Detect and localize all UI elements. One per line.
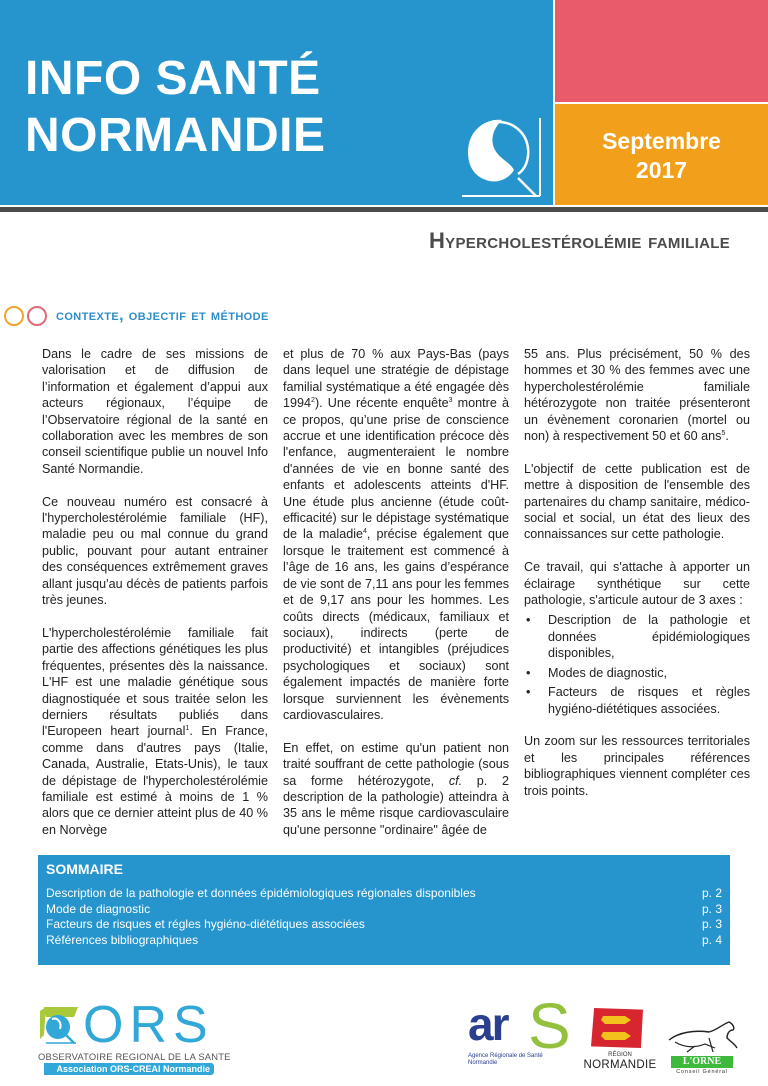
ors-association: Association ORS-CREAI Normandie	[44, 1063, 214, 1075]
paragraph: Ce nouveau numéro est consacré à l'hypercholestérolémie familiale (HF), maladie peu ou mal connue du grand public, pouvant pour autant entrainer des conséquences extrêmement graves allant jusqu'au décès de patients parfois très jeunes.	[42, 494, 268, 608]
ars-subtitle	[468, 1053, 543, 1067]
paragraph: Un zoom sur les ressources territoriales et les principales références bibliographiques viennent compléter ces trois points.	[524, 734, 750, 798]
paragraph-text: . En France, comme dans d'autres pays (Italie, Canada, Australie, Etats-Unis), le taux de dépistage de l'hypercholestérolémie familiale est estimé à moins de 1 % alors que ce dernier atteint plus de 40 % en Norvège	[42, 724, 268, 837]
lions-icon	[591, 1008, 643, 1048]
paragraph: L'objectif de cette publication est de mettre à disposition de l'ensemble des partenaires du champ sanitaire, médico-social et social, un état des lieux des connaissances sur cette pathologie.	[524, 461, 750, 542]
issue-date	[555, 127, 768, 185]
paragraph-text: et plus de 70 % aux Pays-Bas (pays dans lequel une stratégie de dépistage familial systématique a été engagée dès 1994	[283, 347, 509, 411]
orange-circle-icon	[4, 306, 24, 326]
orne-name: L'ORNE	[671, 1056, 733, 1068]
toc-item[interactable]	[46, 886, 722, 902]
footnote-ref: 4	[363, 528, 367, 536]
issue-year: 2017	[635, 157, 688, 183]
toc-item-page: p. 4	[701, 932, 722, 947]
orne-subtitle: Conseil Général	[676, 1069, 728, 1075]
ors-magnifier-icon	[38, 1005, 80, 1045]
toc-item-label: Description de la pathologie et données épidémiologiques régionales disponibles	[46, 886, 476, 900]
paragraph	[42, 625, 268, 838]
issue-topic-title: Hypercholestérolémie familiale	[428, 228, 730, 253]
horse-icon	[665, 1018, 740, 1054]
normandy-flag-icon	[591, 1008, 643, 1048]
publication-title	[25, 50, 326, 164]
text-column-2	[283, 346, 509, 855]
ars-s-mark: S	[528, 990, 571, 1062]
paragraph-text: ). Une récente enquête	[314, 396, 449, 411]
ors-wordmark: ORS	[83, 996, 214, 1054]
region-normandie-logo	[585, 1008, 655, 1076]
pink-circle-icon	[27, 306, 47, 326]
footnote-ref: 2	[311, 397, 315, 405]
ors-logo	[38, 996, 231, 1077]
title-line-1: INFO SANTÉ	[25, 52, 321, 105]
paragraph-text: .	[725, 429, 729, 444]
toc-item[interactable]	[46, 902, 722, 918]
paragraph-text: En effet, on estime qu'un patient non traité souffrant de cette pathologie (sous sa forme hétérozygote,	[283, 740, 509, 788]
section-heading	[4, 306, 269, 326]
list-item: • Modes de diagnostic,	[524, 665, 750, 681]
ors-subtitle: OBSERVATOIRE REGIONAL DE LA SANTE	[38, 1051, 231, 1062]
toc-item-page: p. 3	[701, 917, 722, 932]
toc-item-page: p. 2	[701, 886, 722, 900]
paragraph	[283, 346, 509, 723]
paragraph: Dans le cadre de ses missions de valorisation et de diffusion de l’information et également d’appui aux acteurs régionaux, l’équipe de l’Observatoire régional de la santé en collaboration avec les membres de son conseil scientifique publie un nouvel Info Santé Normandie.	[42, 347, 268, 476]
header-divider	[0, 207, 768, 212]
toc-item-label: Mode de diagnostic	[46, 901, 151, 916]
ars-subtitle-line: Normandie	[468, 1060, 498, 1066]
region-name: NORMANDIE	[583, 1059, 657, 1071]
orne-logo	[665, 1018, 740, 1078]
ars-logo	[468, 990, 573, 1073]
list-item: • Facteurs de risques et règles hygiéno-diététiques associées.	[524, 684, 750, 717]
toc-item-page: p. 3	[701, 901, 722, 916]
list-item: • Description de la pathologie et données épidémiologiques disponibles,	[524, 612, 750, 661]
toc-item-label: Références bibliographiques	[46, 932, 199, 947]
ars-wordmark: ar	[468, 998, 508, 1050]
paragraph	[283, 740, 509, 838]
paragraph-text: L'hypercholestérolémie familiale fait partie des affections génétiques les plus fréquentes, présentes dès la naissance. L'HF est une maladie génétique sous diagnostiquée et sous traitée selon les derniers résultats publiés dans l'Europeen heart journal	[42, 625, 268, 739]
paragraph-text: p. 2 description de la pathologie) atteindra à 35 ans le même risque cardiovasculaire qu'une personne "ordinaire" âgée de	[283, 773, 509, 837]
issue-month: Septembre	[602, 128, 721, 154]
toc-item[interactable]	[46, 917, 722, 933]
title-line-2: NORMANDIE	[25, 109, 326, 162]
table-of-contents	[38, 855, 730, 965]
paragraph: Ce travail, qui s'attache à apporter un éclairage synthétique sur cette pathologie, s'articule autour de 3 axes :	[524, 560, 750, 608]
paragraph-text: , précise également que lorsque le traitement est commencé à l’âge de 16 ans, les gains d’espérance de vie sont de 7,11 ans pour les femmes et de 9,17 ans pour les hommes. Les coûts directs (médicaux, familiaux et sociaux), indirects (perte de productivité) et intangibles (préjudices psychologiques et sociaux) sont également impactés de manière forte lorsque surviennent les évènements cardiovasculaires.	[283, 527, 509, 722]
toc-item-label: Facteurs de risques et régles hygiéno-diététiques associées	[46, 917, 365, 932]
header-accent-pink	[555, 0, 768, 102]
axes-list	[524, 612, 750, 716]
footnote-ref: 5	[721, 429, 726, 437]
text-column-1	[42, 346, 268, 855]
ars-subtitle-line: Agence Régionale de Santé	[468, 1053, 543, 1059]
region-label: RÉGION	[608, 1052, 632, 1058]
toc-item[interactable]	[46, 933, 722, 949]
paragraph-text: 55 ans. Plus précisément, 50 % des hommes et 30 % des femmes avec une hypercholestérolémie familiale hétérozygote non traitée présenteront un évènement coronarien (mortel ou non) à respectivement 50 et 60 ans	[524, 347, 750, 444]
footnote-ref: 3	[448, 397, 453, 405]
footnote-ref: 1	[185, 725, 190, 733]
toc-title: SOMMAIRE	[46, 861, 123, 877]
section-title: contexte, objectif et méthode	[56, 307, 269, 324]
text-column-3	[524, 346, 750, 815]
paragraph-text: cf.	[448, 773, 463, 788]
paragraph	[524, 346, 750, 444]
magnifier-logo-icon	[460, 112, 544, 198]
paragraph-text: montre à ce propos, qu’une prise de conscience accrue et une identification précoce dès l'enfance, augmenteraient le nombre d'années de vie en bonne santé des enfants et adolescents atteints d'HF. Une étude plus ancienne (étude coût-efficacité) sur le dépistage systématique de la maladie	[283, 396, 509, 542]
